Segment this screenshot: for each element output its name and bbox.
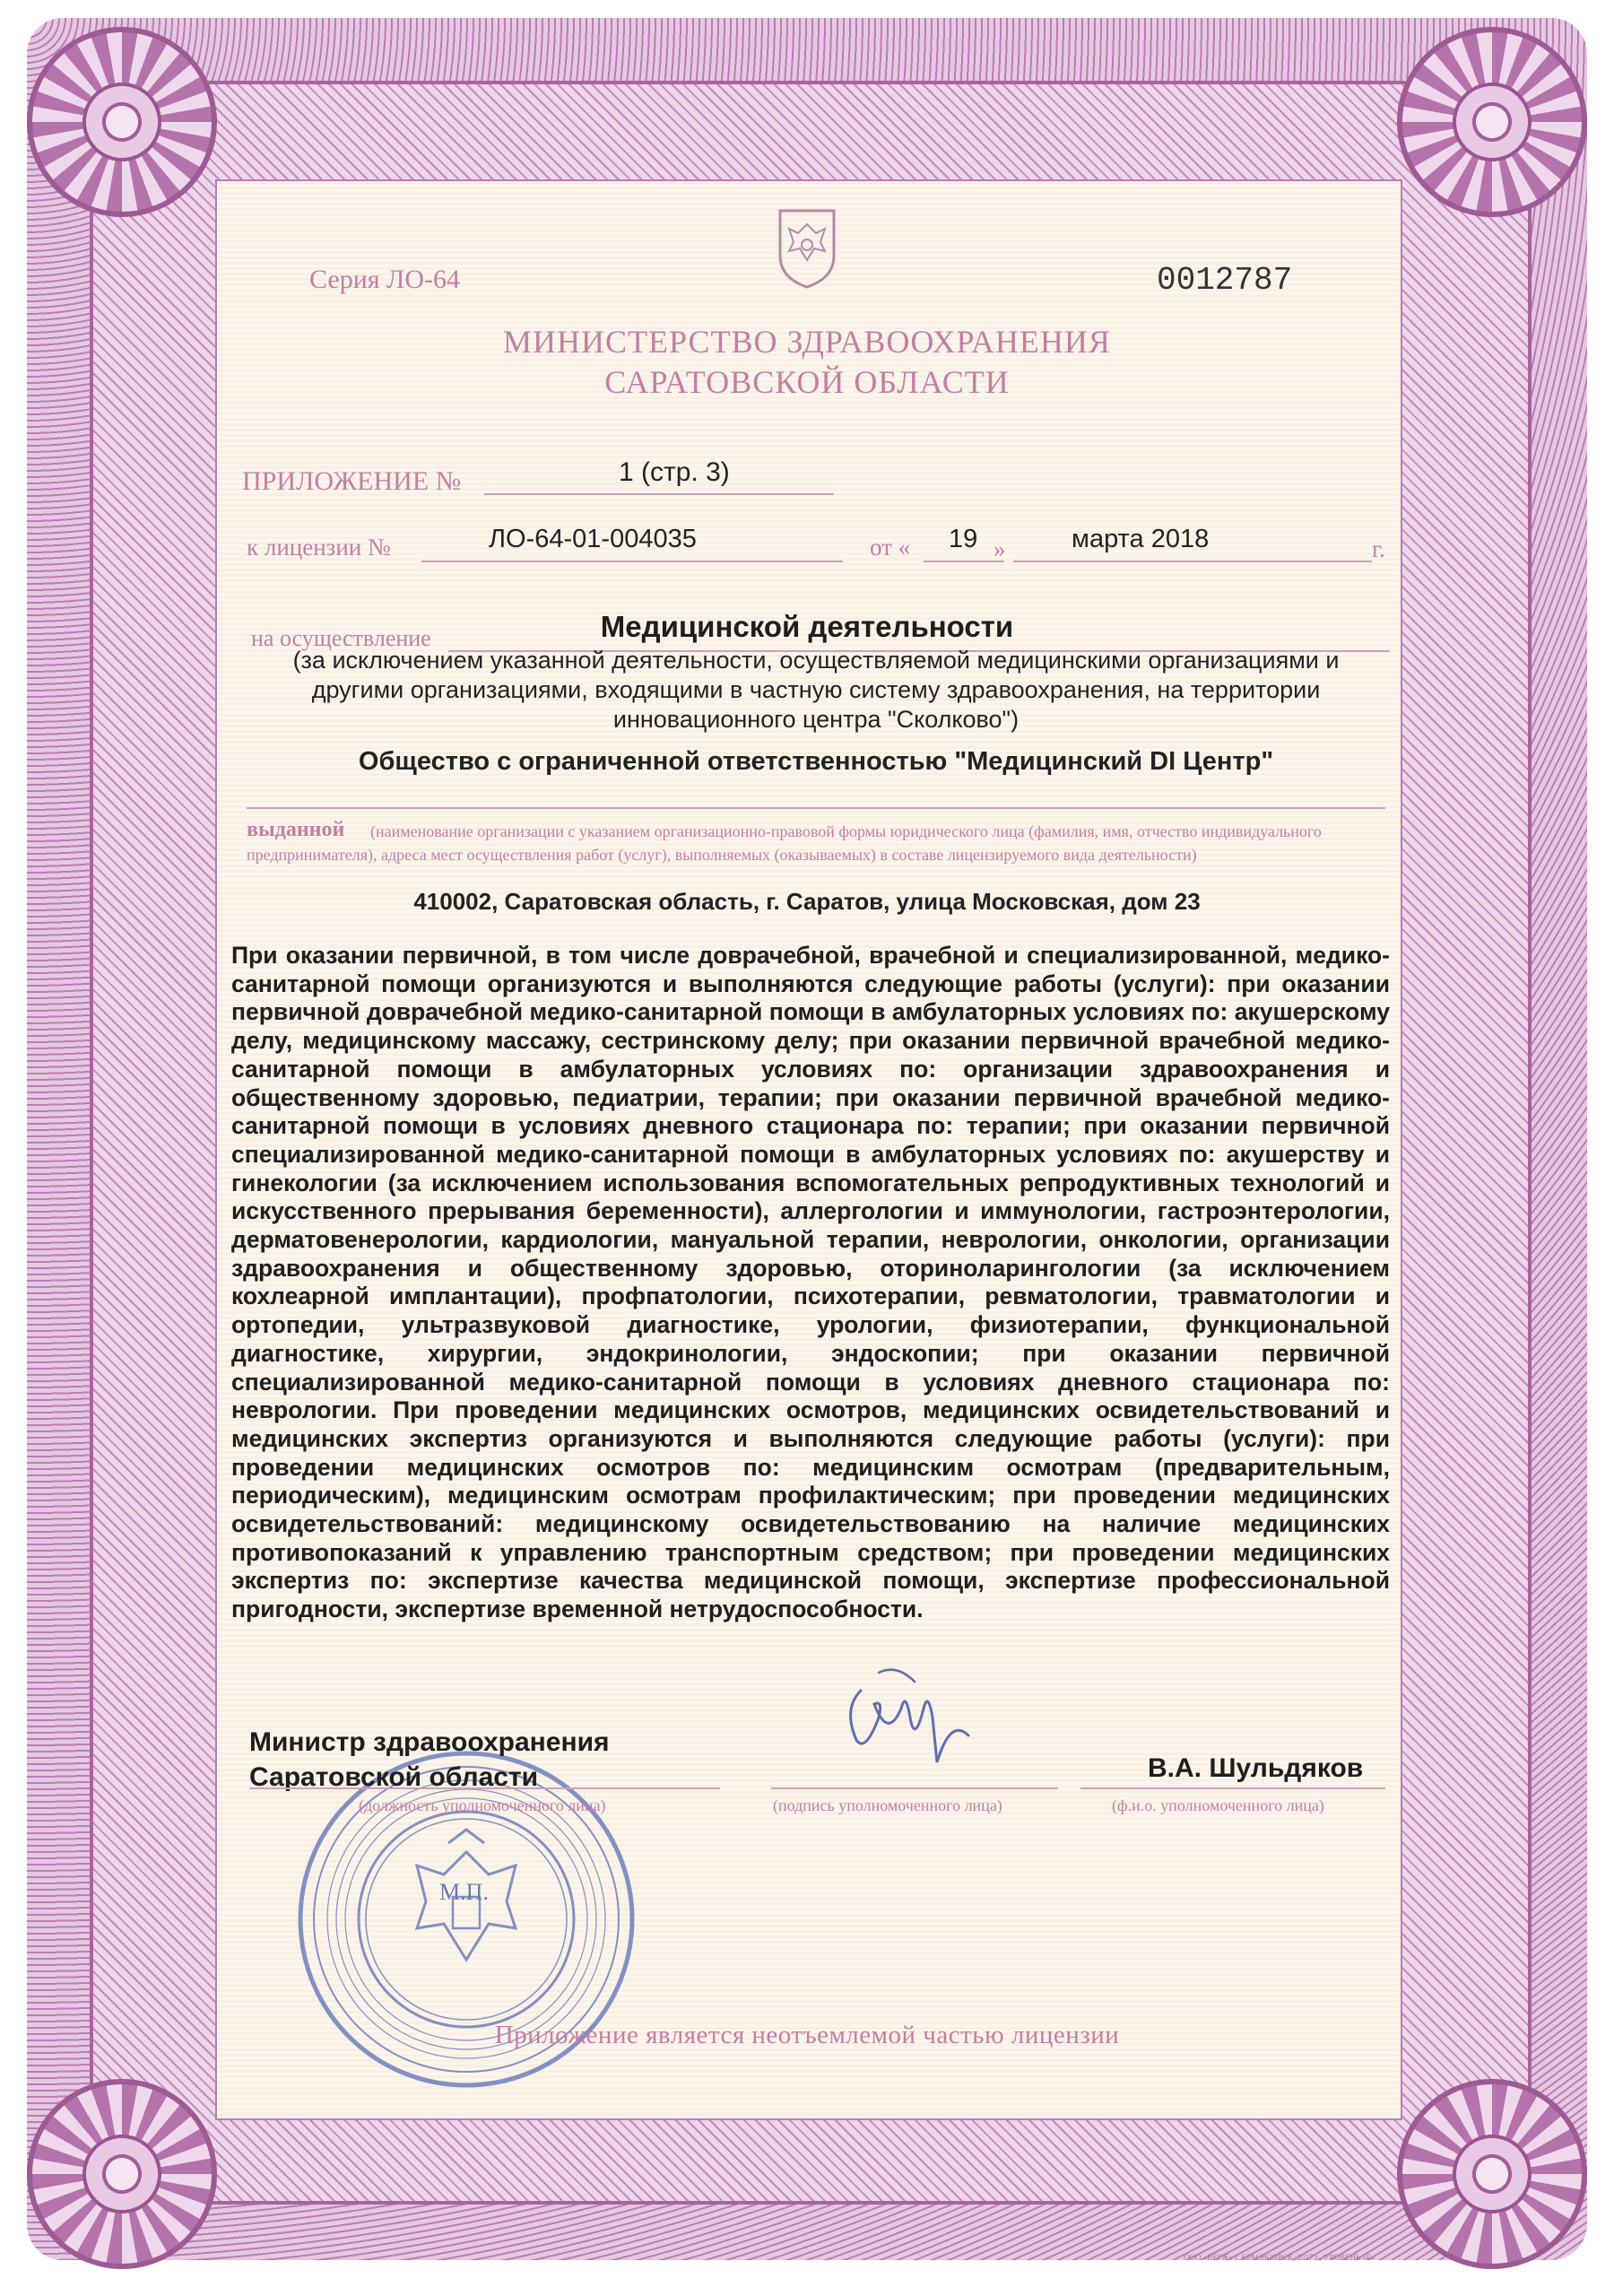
corner-rosette-bottom-right [1397,2079,1587,2269]
minister-title-line1: Министр здравоохранения [249,1727,610,1757]
license-month-year: марта 2018 [1072,525,1210,553]
appendix-underline [484,493,834,495]
series-label: Серия ЛО-64 [309,265,461,294]
mp-stamp-label: М.П. [439,1879,489,1905]
minister-title [249,1725,610,1795]
license-label: к лицензии № [247,534,391,561]
signatory-name: В.А. Шульдяков [1148,1753,1364,1783]
name-caption: (ф.и.о. уполномоченного лица) [1112,1796,1324,1814]
issued-underline [247,807,1385,809]
day-close-quote: » [994,535,1006,562]
license-day: 19 [949,525,978,553]
year-suffix: г. [1372,535,1385,562]
services-list-text: При оказании первичной, в том числе доврачебной, врачебной и специализированной, медико-санитарной помощи организуются и выполняются следующие работы (услуги): при оказании первичной доврачебной медико-санитарной помощи в амбулаторных условиях по: акушерскому делу, медицинскому массажу, сестринскому делу; при оказании первичной врачебной медико-санитарной помощи в амбулаторных условиях по: организации здравоохранения и общественному здоровью, педиатрии, терапии; при оказании первичной врачебной медико-санитарной помощи в условиях дневного стационара по: терапии; при оказании первичной специализированной медико-санитарной помощи в амбулаторных условиях по: акушерству и гинекологии (за исключением использования вспомогательных репродуктивных технологий и искусственного прерывания беременности), аллергологии и иммунологии, гастроэнтерологии, дерматовенерологии, кардиологии, мануальной терапии, неврологии, онкологии, организации здравоохранения и общественному здоровью, оториноларингологии (за исключением кохлеарной имплантации), профпатологии, психотерапии, ревматологии, травматологии и ортопедии, ультразвуковой диагностике, урологии, физиотерапии, функциональной диагностике, хирургии, эндокринологии, эндоскопии; при оказании первичной специализированной медико-санитарной помощи в условиях дневного стационара по: неврологии. При проведении медицинских осмотров, медицинских освидетельствований и медицинских экспертиз организуются и выполняются следующие работы (услуги): при проведении медицинских осмотров по: медицинским осмотрам (предварительным, периодическим), медицинским осмотрам профилактическим; при проведении медицинских освидетельствований: медицинскому освидетельствованию на наличие медицинских противопоказаний к управлению транспортным средством; при проведении медицинских экспертиз по: экспертизе качества медицинской помощи, экспертизе профессиональной пригодности, экспертизе временной нетрудоспособности. [231,942,1390,1623]
issued-note: (наименование организации с указанием организационно-правовой формы юридического лица (фамилия, имя, отчество индивидуального предпринимателя), адреса мест осуществления работ (услуг), выполняемых (оказываемых) в составе лицензируемого вида деятельности) [247,822,1322,864]
date-from-label: от « [870,534,911,561]
corner-rosette-top-right [1397,27,1587,217]
issued-label: выданной [247,818,345,841]
signature-caption: (подпись уполномоченного лица) [773,1796,1002,1814]
appendix-value: 1 (стр. 3) [619,457,730,487]
corner-rosette-top-left [27,27,217,217]
ministry-title-line2: САРАТОВСКОЙ ОБЛАСТИ [604,364,1010,400]
appendix-label: ПРИЛОЖЕНИЕ № [242,466,462,496]
activity-label: на осуществление [251,625,431,651]
position-caption: (должность уполномоченного лица) [359,1796,606,1814]
organization-name: Общество с ограниченной ответственностью "Медицинский DI Центр" [358,747,1274,776]
footer-note: Приложение является неотъемлемой частью лицензии [494,2021,1120,2049]
name-underline [1080,1787,1385,1789]
ministry-title-line1: МИНИСТЕРСТВО ЗДРАВООХРАНЕНИЯ [503,324,1111,360]
license-number: ЛО-64-01-004035 [489,525,697,553]
printer-imprint: ООО «ВЕРЖ» г. КРАСНОЯРСК, 2017 г., УРОВЕНЬ «Б» [1184,2253,1375,2262]
signature-underline [771,1787,1058,1789]
activity-value: Медицинской деятельности [600,610,1014,643]
day-underline [924,561,1004,562]
position-underline [249,1787,720,1789]
handwritten-signature [825,1655,1004,1789]
date-underline [1013,561,1372,562]
corner-rosette-bottom-left [27,2079,217,2269]
form-number: 0012787 [1157,262,1293,299]
coat-of-arms-emblem [771,202,843,291]
minister-title-line2: Саратовской области [249,1762,539,1792]
license-underline [421,561,843,562]
activity-note: (за исключением указанной деятельности, осуществляемой медицинскими организациями и другими организациями, входящими в частную систему здравоохранения, на территории инновационного центра "Сколково") [292,647,1340,733]
organization-address: 410002, Саратовская область, г. Саратов, улица Московская, дом 23 [413,888,1201,915]
